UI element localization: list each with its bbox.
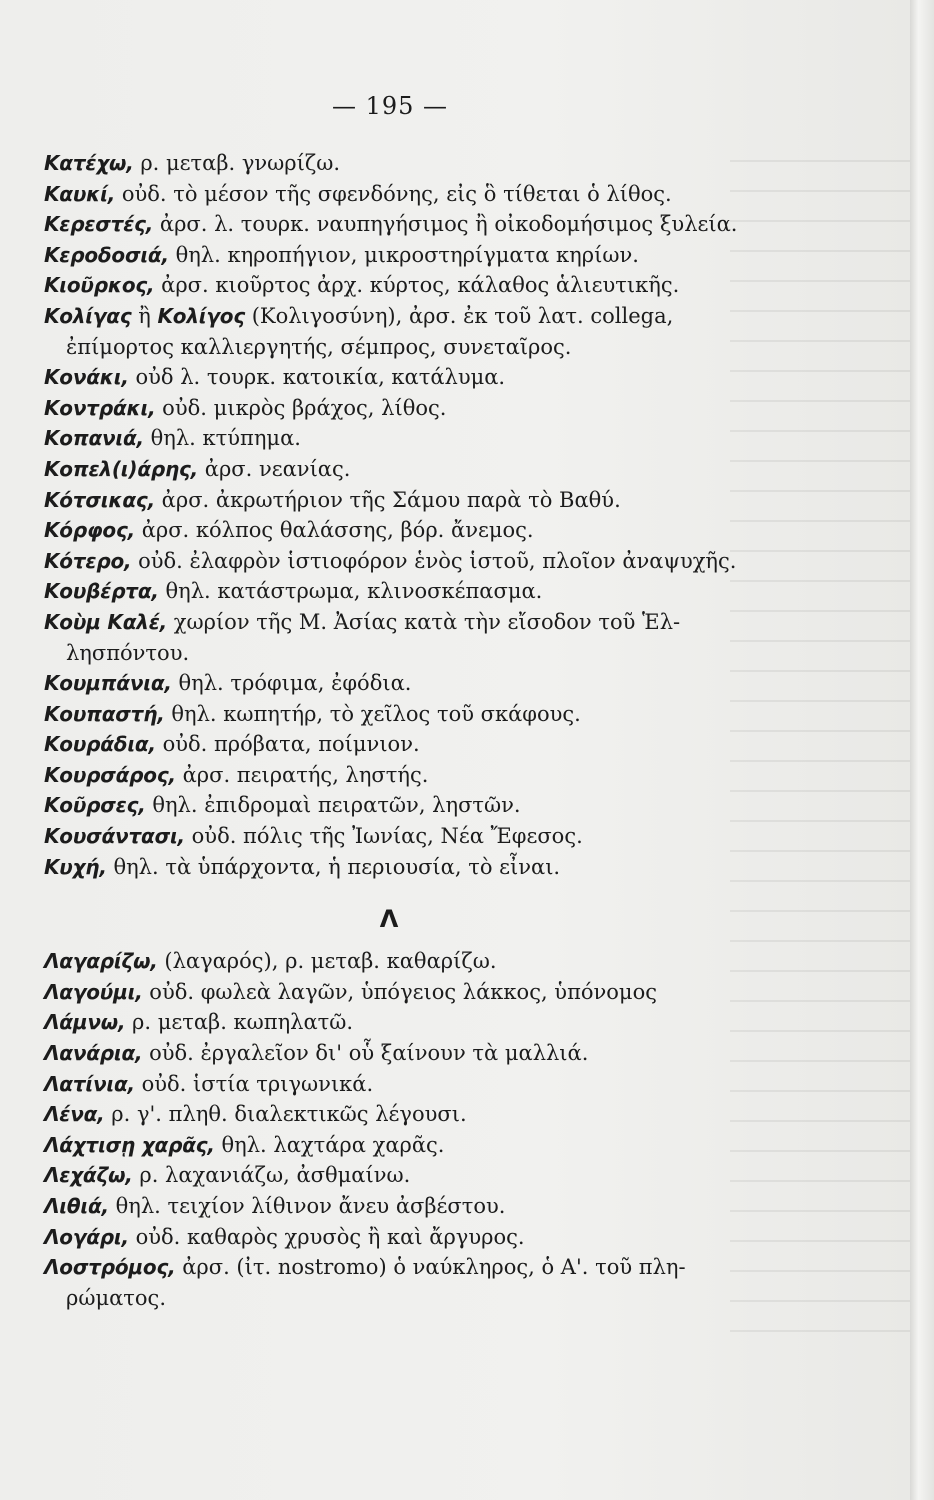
definition: ἀρσ. πειρατής, ληστής.	[182, 762, 429, 787]
headword: Λαγαρίζω,	[44, 949, 158, 974]
dictionary-entry	[44, 546, 764, 577]
headword: Λογάρι,	[44, 1224, 129, 1249]
headword: Κεροδοσιά,	[44, 242, 169, 267]
headword: Κερεστές,	[44, 212, 154, 237]
entries-l	[44, 946, 764, 1313]
definition: θηλ. κωπητήρ, τὸ χεῖλος τοῦ σκάφους.	[171, 701, 581, 726]
definition: θηλ. τειχίον λίθινον ἄνευ ἀσβέστου.	[115, 1194, 506, 1218]
definition: ρ. μεταβ. κωπηλατῶ.	[132, 1010, 354, 1035]
dictionary-entry	[44, 790, 764, 821]
dictionary-entry	[44, 668, 764, 699]
headword: Κολίγας	[44, 303, 132, 328]
definition: θηλ. κηροπήγιον, μικροστηρίγματα κηρίων.	[175, 242, 639, 267]
dictionary-entry	[44, 852, 764, 883]
definition: οὐδ. πόλις τῆς Ἰωνίας, Νέα Ἔφεσος.	[191, 824, 583, 849]
dictionary-entry	[44, 209, 764, 240]
definition: ἀρσ. νεανίας.	[204, 456, 351, 481]
dictionary-entry	[44, 1069, 764, 1100]
definition: οὐδ. φωλεὰ λαγῶν, ὑπόγειος λάκκος, ὑπόνομος	[149, 979, 657, 1004]
section-letter: Λ	[379, 905, 399, 934]
definition: οὐδ. ἐργαλεῖον δι' οὗ ξαίνουν τὰ μαλλιά.	[149, 1041, 589, 1066]
definition: χωρίον τῆς Μ. Ἀσίας κατὰ τὴν εἴσοδον τοῦ Ἑλ-	[173, 609, 681, 634]
definition: ρ. λαχανιάζω, ἀσθμαίνω.	[139, 1163, 411, 1188]
dictionary-entry	[44, 270, 764, 301]
dictionary-entries	[44, 148, 764, 1313]
headword: Λιθιά,	[44, 1194, 109, 1218]
definition: (Κολιγοσύνη), ἀρσ. ἐκ τοῦ λατ. collega,	[251, 303, 674, 328]
continuation-text: ἐπίμορτος καλλιεργητής, σέμπρος, συνεταῖρος.	[66, 334, 572, 359]
dictionary-entry	[44, 1038, 764, 1069]
dictionary-entry	[44, 423, 764, 454]
dictionary-entry	[44, 240, 764, 271]
continuation-text: ρώματος.	[66, 1285, 166, 1310]
definition: (λαγαρός), ρ. μεταβ. καθαρίζω.	[164, 949, 497, 974]
dictionary-entry	[44, 393, 764, 424]
dictionary-entry	[44, 1099, 764, 1130]
dictionary-entry	[44, 607, 764, 638]
definition: ρ. γ'. πληθ. διαλεκτικῶς λέγουσι.	[111, 1102, 467, 1127]
definition: ἀρσ. (ἰτ. nostromo) ὁ ναύκληρος, ὁ Α'. τοῦ πλη-	[182, 1255, 686, 1280]
headword: Λάχτισῃ χαρᾶς,	[44, 1132, 215, 1157]
definition: θηλ. κατάστρωμα, κλινοσκέπασμα.	[165, 579, 543, 604]
headword: Κατέχω,	[44, 151, 134, 175]
headword-alt: Κολίγος	[157, 303, 245, 328]
headword: Κυχή,	[44, 854, 107, 879]
definition: οὐδ. ἱστία τριγωνικά.	[141, 1071, 374, 1096]
definition: ρ. μεταβ. γνωρίζω.	[140, 151, 341, 175]
definition: οὐδ. ἐλαφρὸν ἱστιοφόρον ἑνὸς ἱστοῦ, πλοῖον ἀναψυχῆς.	[138, 548, 737, 573]
headword: Καυκί,	[44, 181, 116, 206]
dictionary-entry	[44, 977, 764, 1008]
dictionary-entry	[44, 1252, 764, 1283]
headword: Κοπελ(ι)άρης,	[44, 456, 199, 481]
dictionary-entry	[44, 1191, 764, 1222]
headword: Κοντράκι,	[44, 395, 156, 420]
dictionary-entry	[44, 362, 764, 393]
definition: θηλ. τρόφιμα, ἐφόδια.	[178, 671, 412, 696]
dictionary-entry	[44, 1130, 764, 1161]
headword: Κουρσάρος,	[44, 762, 176, 787]
dictionary-entry	[44, 760, 764, 791]
dictionary-entry	[44, 946, 764, 977]
headword: Κότσικας,	[44, 487, 155, 512]
definition: οὐδ. καθαρὸς χρυσὸς ἢ καὶ ἄργυρος.	[135, 1224, 525, 1249]
dictionary-entry	[44, 485, 764, 516]
dictionary-entry	[44, 821, 764, 852]
definition: θηλ. ἐπιδρομαὶ πειρατῶν, ληστῶν.	[152, 793, 521, 818]
headword: Κουράδια,	[44, 732, 156, 757]
dictionary-entry	[44, 301, 764, 332]
connector: ἢ	[138, 303, 151, 328]
headword: Λανάρια,	[44, 1041, 143, 1066]
headword: Κοὺμ Καλέ,	[44, 609, 168, 634]
headword: Λάμνω,	[44, 1010, 126, 1035]
definition: οὐδ. πρόβατα, ποίμνιον.	[162, 732, 420, 757]
dictionary-entry	[44, 699, 764, 730]
headword: Κουμπάνια,	[44, 671, 172, 696]
headword: Κουσάντασι,	[44, 824, 185, 849]
dictionary-entry	[44, 148, 764, 179]
definition: οὐδ. μικρὸς βράχος, λίθος.	[162, 395, 447, 420]
dictionary-entry	[44, 515, 764, 546]
dictionary-entry	[44, 179, 764, 210]
definition-continuation	[44, 638, 764, 669]
dictionary-entry	[44, 576, 764, 607]
dictionary-entry	[44, 1222, 764, 1253]
dictionary-entry	[44, 1160, 764, 1191]
headword: Λοστρόμος,	[44, 1255, 176, 1280]
dictionary-entry	[44, 729, 764, 760]
dictionary-entry	[44, 1007, 764, 1038]
headword: Λαγούμι,	[44, 979, 143, 1004]
definition: θηλ. λαχτάρα χαρᾶς.	[221, 1132, 445, 1157]
headword: Κότερο,	[44, 548, 132, 573]
definition: ἀρσ. κιοῦρτος ἀρχ. κύρτος, κάλαθος ἁλιευτικῆς.	[161, 273, 680, 298]
definition: οὐδ. τὸ μέσον τῆς σφενδόνης, εἰς ὃ τίθεται ὁ λίθος.	[121, 181, 672, 206]
headword: Λένα,	[44, 1102, 105, 1127]
dictionary-entry	[44, 454, 764, 485]
definition-continuation	[44, 1283, 764, 1314]
entries-k	[44, 148, 764, 882]
headword: Κοπανιά,	[44, 426, 144, 451]
headword: Κοῦρσες,	[44, 793, 146, 818]
definition: ἀρσ. κόλπος θαλάσσης, βόρ. ἄνεμος.	[141, 518, 534, 543]
headword: Κουβέρτα,	[44, 579, 159, 604]
definition: θηλ. κτύπημα.	[150, 426, 301, 451]
headword: Κόρφος,	[44, 518, 135, 543]
definition-continuation	[44, 332, 764, 363]
definition: ἀρσ. λ. τουρκ. ναυπηγήσιμος ἢ οἰκοδομήσιμος ξυλεία.	[159, 212, 738, 237]
headword: Λεχάζω,	[44, 1163, 133, 1188]
headword: Λατίνια,	[44, 1071, 135, 1096]
definition: ἀρσ. ἀκρωτήριον τῆς Σάμου παρὰ τὸ Βαθύ.	[161, 487, 621, 512]
headword: Κουπαστή,	[44, 701, 165, 726]
headword: Κονάκι,	[44, 365, 129, 390]
definition: θηλ. τὰ ὑπάρχοντα, ἡ περιουσία, τὸ εἶναι.	[113, 854, 561, 879]
page-number: — 195 —	[331, 92, 449, 120]
headword: Κιοῦρκος,	[44, 273, 155, 298]
page-edge	[910, 0, 934, 1500]
continuation-text: λησπόντου.	[66, 640, 190, 665]
definition: οὐδ λ. τουρκ. κατοικία, κατάλυμα.	[135, 365, 506, 390]
